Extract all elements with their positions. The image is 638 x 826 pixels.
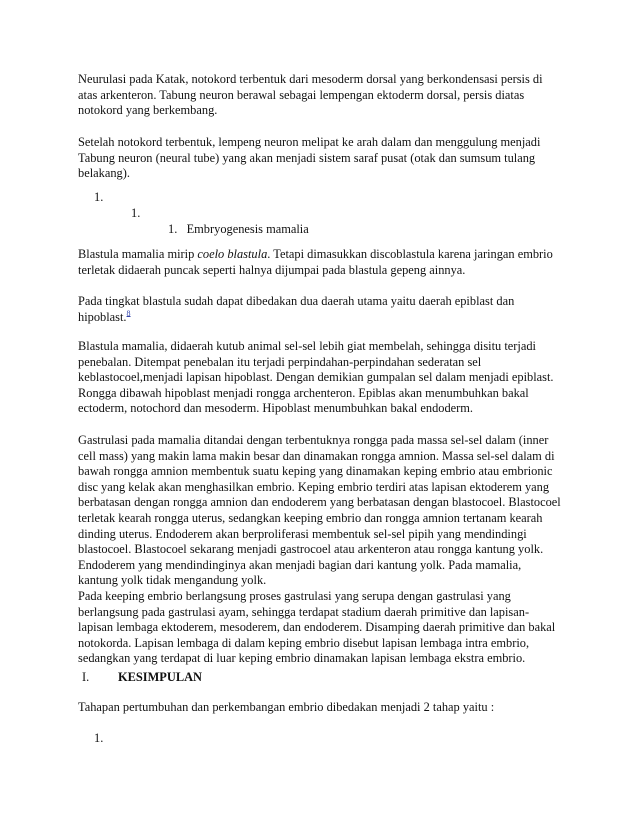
italic-term: coelo blastula (197, 247, 268, 261)
paragraph-line: sedangkan yang terdapat di luar keping embrio dinamakan lapisan lembaga ekstra embrio. (78, 651, 526, 666)
paragraph-line: Setelah notokord terbentuk, lempeng neuron melipat ke arah dalam dan menggulung menjadi (78, 135, 541, 149)
list-number-level-2: 1. (131, 206, 141, 220)
paragraph-line: Blastula mamalia, didaerah kutub animal sel-sel lebih giat membelah, sehingga disitu terjadi (78, 339, 536, 353)
paragraph-line (78, 247, 578, 263)
paragraph-kutub-animal (78, 339, 578, 417)
paragraph-blastula-mamalia (78, 247, 578, 278)
list-number-level-1: 1. (94, 190, 104, 204)
text-run: hipoblast. (78, 309, 127, 324)
paragraph-line: kantung yolk tidak mengandung yolk. (78, 573, 267, 588)
paragraph-line: berbatasan dengan rongga amnion dan endoderem yang berbatasan dengan blastocoel. Blastocoel (78, 495, 561, 510)
paragraph-line: keblastocoel,menjadi lapisan hipoblast. Dengan demikian gumpalan sel dalam menjadi epiblast. (78, 370, 554, 385)
list-item-embryogenesis (168, 222, 309, 238)
paragraph-line: penebalan. Ditempat penebalan itu terjadi perpindahan-perpindahan sederatan sel (78, 354, 482, 369)
paragraph-line: Neurulasi pada Katak, notokord terbentuk dari mesoderm dorsal yang berkondensasi persis di (78, 72, 543, 86)
paragraph-tingkat-blastula (78, 294, 578, 325)
paragraph-line: Rongga dibawah hipoblast menjadi rongga archenteron. Epiblas akan menumbuhkan bakal (78, 385, 529, 400)
paragraph-line: belakang). (78, 166, 130, 181)
paragraph-line: terletak kearah rongga uterus, sedangkan keeping embrio dan rongga amnion tertanam kearah (78, 510, 543, 525)
paragraph-line: ectoderm, notochord dan mesoderm. Hipoblast menumbuhkan bakal endoderm. (78, 401, 474, 416)
paragraph-notokord (78, 135, 578, 182)
paragraph-line: Endoderem yang mendindinginya akan menjadi bagian dari kantung yolk. Pada mamalia, (78, 557, 522, 572)
paragraph-line: dinding uterus. Endoderem akan berproliferasi membentuk sel-sel pipih yang mendindingi (78, 526, 527, 541)
paragraph-tahapan (78, 700, 578, 716)
list-item-text: Embryogenesis mamalia (186, 222, 309, 236)
paragraph-line: cell mass) yang makin lama makin besar dan dinamakan rongga amnion. Massa sel-sel dalam di (78, 448, 555, 463)
paragraph-line: disc yang kelak akan menghasilkan embrio. Keping embrio terdiri atas lapisan ektoderem yang (78, 479, 550, 494)
paragraph-line: lapisan lembaga ektoderem, mesoderem, dan endoderem. Disamping daerah primitive dan bakal (78, 620, 556, 635)
paragraph-line (78, 310, 578, 326)
section-title: KESIMPULAN (118, 670, 202, 684)
text-run: Blastula mamalia mirip (78, 247, 198, 261)
paragraph-line: Pada tingkat blastula sudah dapat dibedakan dua daerah utama yaitu daerah epiblast dan (78, 294, 515, 308)
paragraph-line: terletak didaerah puncak seperti halnya dijumpai pada blastula gepeng ainnya. (78, 262, 466, 277)
paragraph-line: Tahapan pertumbuhan dan perkembangan embrio dibedakan menjadi 2 tahap yaitu : (78, 700, 495, 714)
paragraph-line: blastocoel. Blastocoel sekarang menjadi gastrocoel atau arkenteron atau rongga kantung yolk. (78, 542, 544, 557)
paragraph-line: berlangsung pada gastrulasi ayam, sehingga terdapat stadium daerah primitive dan lapisan- (78, 604, 530, 619)
list-number-level-1: 1. (94, 731, 104, 745)
paragraph-line: Gastrulasi pada mamalia ditandai dengan terbentuknya rongga pada massa sel-sel dalam (inner (78, 433, 549, 447)
paragraph-line: bawah rongga amnion membentuk suatu keping yang dinamakan keping embrio atau embrionic (78, 464, 553, 479)
paragraph-line: Pada keeping embrio berlangsung proses gastrulasi yang serupa dengan gastrulasi yang (78, 589, 511, 603)
paragraph-line: notokord yang berkembang. (78, 103, 218, 118)
paragraph-neurulasi (78, 72, 578, 119)
section-number: I. (82, 670, 90, 684)
paragraph-keeping-embrio (78, 589, 578, 667)
paragraph-gastrulasi-mamalia (78, 433, 578, 589)
text-run: . Tetapi dimasukkan discoblastula karena jaringan embrio (267, 247, 553, 261)
paragraph-line: atas arkenteron. Tabung neuron berawal sebagai lempengan ektoderm dorsal, persis diatas (78, 87, 525, 102)
section-heading-kesimpulan (78, 670, 202, 686)
footnote-link[interactable]: 8 (126, 308, 131, 318)
paragraph-line: notokorda. Lapisan lembaga di dalam keping embrio disebut lapisan lembaga intra embrio, (78, 635, 530, 650)
paragraph-line: Tabung neuron (neural tube) yang akan menjadi sistem saraf pusat (otak dan sumsum tulang (78, 150, 536, 165)
list-number-level-3: 1. (168, 222, 178, 236)
